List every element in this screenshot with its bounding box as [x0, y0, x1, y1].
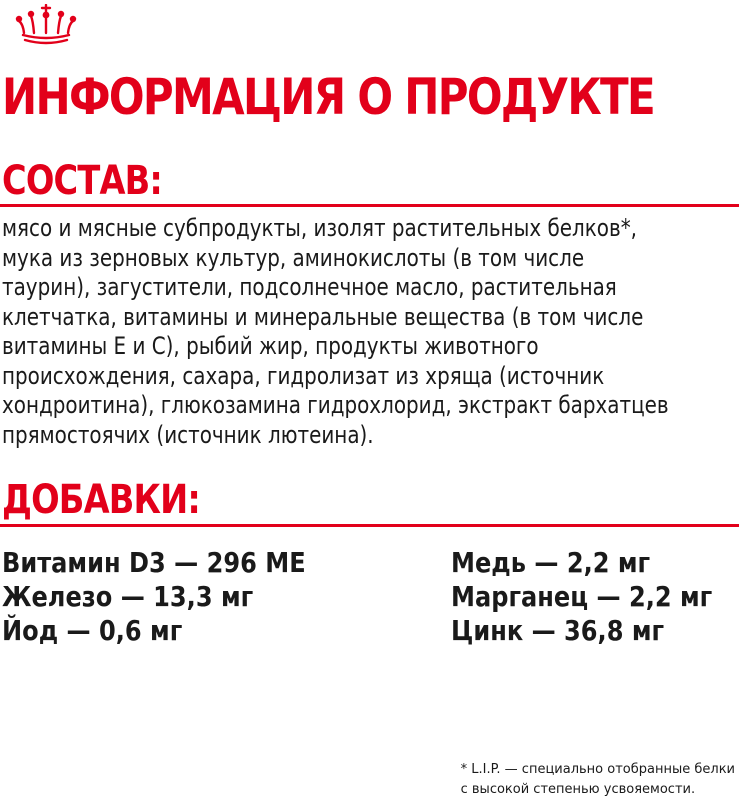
additives-heading: ДОБАВКИ: — [2, 477, 201, 523]
additive-item: Марганец — 2,2 мг — [451, 580, 713, 613]
composition-line: происхождения, сахара, гидролизат из хряща (источник — [2, 361, 605, 390]
additive-item: Цинк — 36,8 мг — [451, 614, 665, 647]
composition-line: таурин), загустители, подсолнечное масло, растительная — [2, 273, 617, 301]
composition-line: витамины Е и С), рыбий жир, продукты животного — [2, 332, 539, 360]
footnote-line: * L.I.P. — специально отобранные белки — [460, 762, 735, 777]
composition-line: хондроитина), глюкозамина гидрохлорид, экстракт бархатцев — [2, 391, 669, 419]
composition-line: мясо и мясные субпродукты, изолят растительных белков*, — [2, 214, 637, 242]
composition-text — [2, 214, 669, 450]
composition-heading: СОСТАВ: — [2, 158, 162, 204]
additive-item: Витамин D3 — 296 МЕ — [2, 546, 306, 579]
composition-line: мука из зерновых культур, аминокислоты (в том числе — [2, 243, 585, 272]
additive-item: Медь — 2,2 мг — [451, 546, 651, 579]
page-title: ИНФОРМАЦИЯ О ПРОДУКТЕ — [2, 68, 654, 126]
composition-divider — [0, 204, 739, 207]
royal-canin-crown-icon — [14, 4, 78, 46]
additives-list-right — [451, 546, 712, 648]
additives-divider — [0, 524, 739, 527]
footnote — [461, 760, 735, 800]
additive-item: Йод — 0,6 мг — [2, 614, 183, 647]
additives-list-left — [2, 546, 306, 648]
footnote-line: с высокой степенью усвояемости. — [460, 782, 696, 797]
additive-item: Железо — 13,3 мг — [2, 580, 254, 613]
composition-line: прямостоячих (источник лютеина). — [2, 420, 374, 449]
composition-line: клетчатка, витамины и минеральные вещества (в том числе — [2, 302, 644, 331]
